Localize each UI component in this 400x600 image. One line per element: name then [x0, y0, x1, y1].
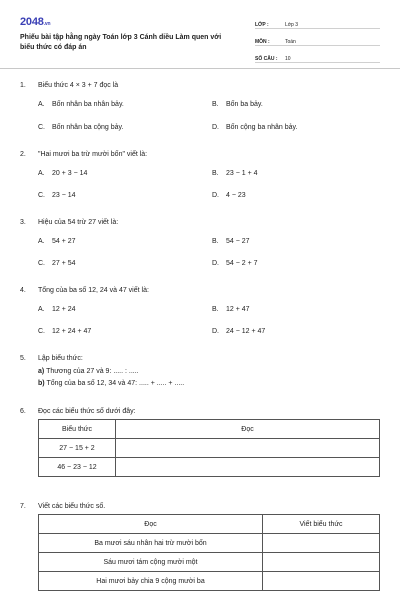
table-row: Hai mươi bảy chia 9 cộng mười ba	[39, 572, 380, 591]
option-3c: C. 27 + 54	[38, 260, 76, 267]
site-logo[interactable]: 2048.vn	[20, 16, 51, 28]
worksheet-title: Phiếu bài tập hằng ngày Toán lớp 3 Cánh diều Làm quen với biểu thức có đáp án	[20, 34, 222, 51]
option-2a: A. 20 + 3 − 14	[38, 170, 88, 177]
option-4c: C. 12 + 24 + 47	[38, 328, 92, 335]
table-row: Sáu mươi tám cộng mười một	[39, 553, 380, 572]
worksheet-meta	[255, 16, 380, 67]
q6-header-expression: Biểu thức	[39, 420, 116, 439]
table-row: 46 − 23 − 12	[39, 458, 380, 477]
meta-question-count: SỐ CÂU : 10	[255, 50, 380, 63]
option-2c: C. 23 − 14	[38, 192, 76, 199]
q5-part-a: a) Thương của 27 và 9: ..... : .....	[38, 368, 139, 375]
table-row: 27 − 15 + 2	[39, 439, 380, 458]
option-3b: B. 54 − 27	[212, 238, 250, 245]
header-divider	[0, 68, 400, 69]
option-1c: C. Bốn nhân ba cộng bảy.	[38, 124, 124, 131]
option-4b: B. 12 + 47	[212, 306, 250, 313]
option-4d: D. 24 − 12 + 47	[212, 328, 266, 335]
meta-class: LỚP : Lớp 3	[255, 16, 380, 29]
option-3d: D. 54 − 2 + 7	[212, 260, 258, 267]
answer-cell[interactable]	[263, 553, 380, 572]
option-1a: A. Bốn nhân ba nhân bảy.	[38, 101, 124, 108]
q6-table	[38, 419, 380, 477]
table-row: Ba mươi sáu nhân hai trừ mười bốn	[39, 534, 380, 553]
worksheet-page: 2048.vn Phiếu bài tập hằng ngày Toán lớp 3 Cánh diều Làm quen với biểu thức có đáp án LỚP : Lớp 3 MÔN : Toán SỐ CÂU : 10 1. Biểu thức 4 × 3 + 7 đọc là A. Bốn nhân ba nhân bảy. B. Bốn ba bảy. C. Bốn nhân ba cộng bảy. D. Bốn cộng ba nhân bảy. 2. "Hai mươi ba trừ mười bốn" viết là: A. 20 + 3 − 14 B. 23 − 1 + 4 C. 23 − 14 D. 4 − 23 3. Hiệu của 54 trừ 27 viết là: A. 54 + 27 B. 54 − 27 C. 27 + 54 D. 54 − 2 + 7 4. Tổng của ba số 12, 24 và 47 viết là: A. 12 + 24 B. 12 + 47 C. 12 + 24 + 47 D. 24 − 12 + 47 5. Lập biểu thức: a) Thương của 27 và 9: ..... : ..... b) Tổng của ba số 12, 34 và 47: ..... + ..... + ..... 6. Đọc các biểu thức số dưới đây: Biểu thức Đọc 27 − 15 + 2 46 − 23 − 12 7. Viết các biểu thức số. Đọc Viết biểu thức Ba mươi sáu nhân hai trừ mười bốn Sáu mươi tám cộng mười một Hai mươi bảy chia 9 cộng mười ba	[0, 0, 400, 600]
answer-cell[interactable]	[263, 534, 380, 553]
answer-cell[interactable]	[116, 458, 380, 477]
option-3a: A. 54 + 27	[38, 238, 76, 245]
option-4a: A. 12 + 24	[38, 306, 76, 313]
option-2b: B. 23 − 1 + 4	[212, 170, 258, 177]
q5-part-b: b) Tổng của ba số 12, 34 và 47: ..... + ..... + .....	[38, 380, 185, 387]
q7-header-reading: Đọc	[39, 515, 263, 534]
option-2d: D. 4 − 23	[212, 192, 246, 199]
answer-cell[interactable]	[263, 572, 380, 591]
q7-table	[38, 514, 380, 591]
q7-header-expression: Viết biểu thức	[263, 515, 380, 534]
q6-header-reading: Đọc	[116, 420, 380, 439]
meta-subject: MÔN : Toán	[255, 33, 380, 46]
option-1d: D. Bốn cộng ba nhân bảy.	[212, 124, 298, 131]
answer-cell[interactable]	[116, 439, 380, 458]
option-1b: B. Bốn ba bảy.	[212, 101, 263, 108]
